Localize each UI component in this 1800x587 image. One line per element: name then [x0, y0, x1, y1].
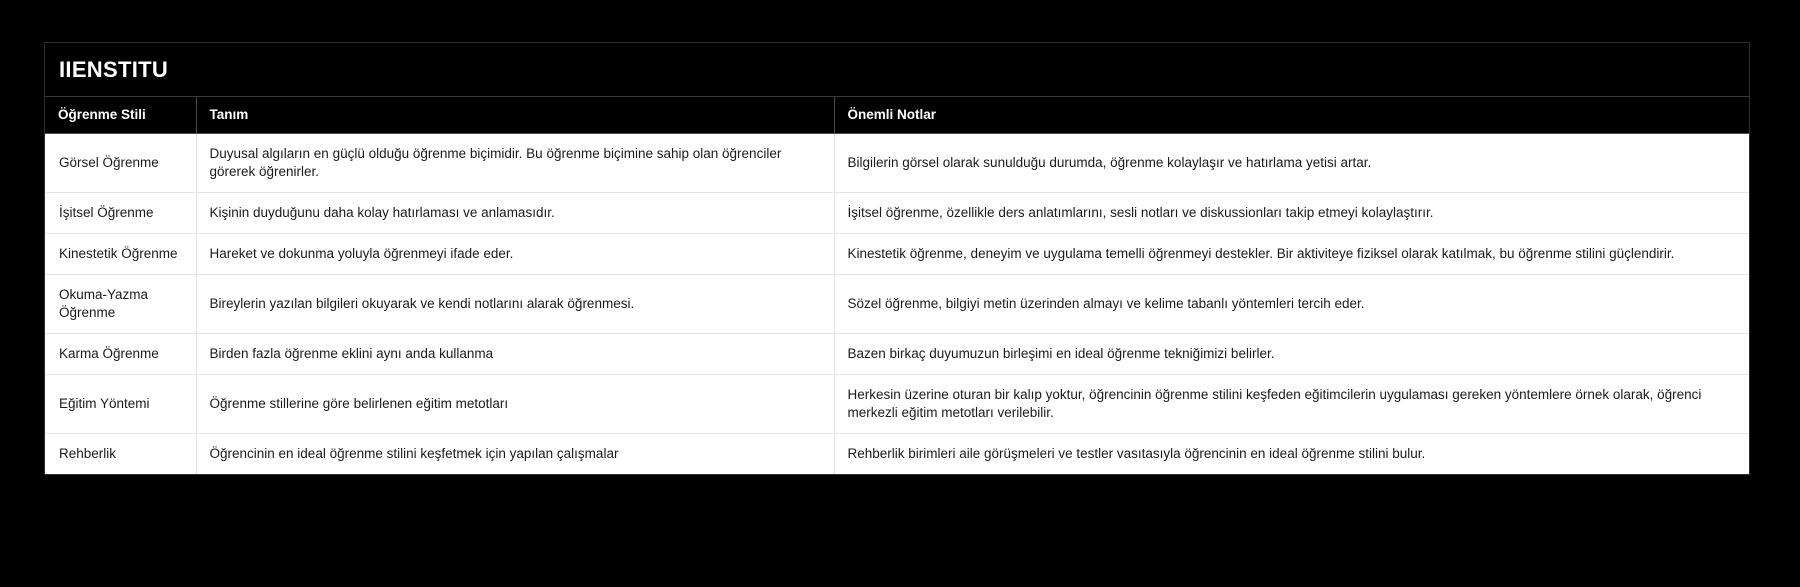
- cell-style: Okuma-Yazma Öğrenme: [45, 275, 196, 334]
- cell-definition: Öğrencinin en ideal öğrenme stilini keşfetmek için yapılan çalışmalar: [196, 434, 834, 475]
- cell-definition: Bireylerin yazılan bilgileri okuyarak ve kendi notlarını alarak öğrenmesi.: [196, 275, 834, 334]
- cell-style: Eğitim Yöntemi: [45, 375, 196, 434]
- cell-definition: Birden fazla öğrenme eklini aynı anda kullanma: [196, 334, 834, 375]
- cell-definition: Hareket ve dokunma yoluyla öğrenmeyi ifade eder.: [196, 234, 834, 275]
- column-header-style: Öğrenme Stili: [45, 97, 196, 134]
- learning-styles-table-card: [44, 42, 1750, 475]
- cell-style: Görsel Öğrenme: [45, 134, 196, 193]
- table-header-row: [45, 97, 1749, 134]
- column-header-notes: Önemli Notlar: [834, 97, 1749, 134]
- table-body: [45, 134, 1749, 475]
- brand-bar: [45, 43, 1749, 97]
- table-row: [45, 193, 1749, 234]
- table-row: [45, 375, 1749, 434]
- table-row: [45, 434, 1749, 475]
- cell-notes: Bazen birkaç duyumuzun birleşimi en ideal öğrenme tekniğimizi belirler.: [834, 334, 1749, 375]
- cell-style: İşitsel Öğrenme: [45, 193, 196, 234]
- cell-notes: Rehberlik birimleri aile görüşmeleri ve testler vasıtasıyla öğrencinin en ideal öğrenme stilini bulur.: [834, 434, 1749, 475]
- column-header-definition: Tanım: [196, 97, 834, 134]
- cell-definition: Kişinin duyduğunu daha kolay hatırlaması ve anlamasıdır.: [196, 193, 834, 234]
- cell-style: Karma Öğrenme: [45, 334, 196, 375]
- brand-title: IIENSTITU: [59, 57, 169, 82]
- cell-notes: Bilgilerin görsel olarak sunulduğu durumda, öğrenme kolaylaşır ve hatırlama yetisi artar.: [834, 134, 1749, 193]
- cell-definition: Duyusal algıların en güçlü olduğu öğrenme biçimidir. Bu öğrenme biçimine sahip olan öğrenciler görerek öğrenirler.: [196, 134, 834, 193]
- cell-definition: Öğrenme stillerine göre belirlenen eğitim metotları: [196, 375, 834, 434]
- cell-style: Rehberlik: [45, 434, 196, 475]
- table-row: [45, 275, 1749, 334]
- table-row: [45, 134, 1749, 193]
- cell-notes: İşitsel öğrenme, özellikle ders anlatımlarını, sesli notları ve diskussionları takip etmeyi kolaylaştırır.: [834, 193, 1749, 234]
- cell-style: Kinestetik Öğrenme: [45, 234, 196, 275]
- table-header: [45, 97, 1749, 134]
- table-row: [45, 334, 1749, 375]
- cell-notes: Sözel öğrenme, bilgiyi metin üzerinden almayı ve kelime tabanlı yöntemleri tercih eder.: [834, 275, 1749, 334]
- table-row: [45, 234, 1749, 275]
- cell-notes: Herkesin üzerine oturan bir kalıp yoktur, öğrencinin öğrenme stilini keşfeden eğitimcilerin uygulaması gereken yöntemlere örnek olarak, öğrenci merkezli eğitim metotları verilebilir.: [834, 375, 1749, 434]
- learning-styles-table: [45, 97, 1749, 474]
- cell-notes: Kinestetik öğrenme, deneyim ve uygulama temelli öğrenmeyi destekler. Bir aktiviteye fiziksel olarak katılmak, bu öğrenme stilini güçlendirir.: [834, 234, 1749, 275]
